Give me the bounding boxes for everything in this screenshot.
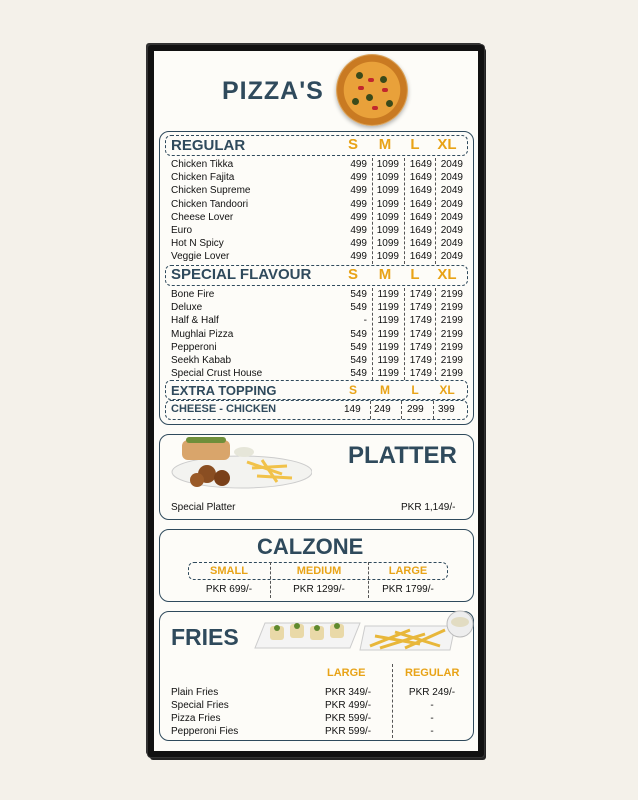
item-price: 1199 [377,328,399,340]
extra-size-m: M [380,383,390,397]
item-price: 1649 [409,211,432,223]
item-name: Euro [171,225,193,236]
item-price: 1649 [409,238,432,250]
fries-item-name: Plain Fries [171,687,219,698]
platter-price: PKR 1,149/- [401,502,456,513]
special-item-col-divider [372,288,373,380]
extra-heading: EXTRA TOPPING [171,383,277,398]
item-price: 1749 [409,328,432,340]
special-size-m: M [378,266,392,283]
item-price: 1199 [377,302,399,314]
regular-item-row [171,250,471,263]
item-price: 1649 [409,159,432,170]
regular-item-row [171,158,471,171]
item-price: 2199 [440,315,463,327]
regular-size-l: L [410,136,420,153]
item-price: 2199 [440,355,463,366]
item-price: 2049 [440,172,463,184]
item-price: 1749 [409,368,432,380]
regular-item-col-divider [435,158,436,264]
fries-regular-price: - [430,726,434,737]
regular-size-xl: XL [437,136,457,153]
platter-image [162,432,312,492]
calzone-col-divider [270,562,271,598]
special-item-row [171,301,471,314]
item-price: 1099 [376,198,399,210]
item-price: 1099 [376,211,399,223]
item-price: 1749 [409,289,432,300]
fries-large-price: PKR 599/- [325,726,372,737]
item-name: Special Crust House [171,368,263,380]
special-item-row [171,328,471,341]
special-item-row [171,314,471,327]
item-price: 1649 [409,185,432,197]
extra-col-divider [401,401,402,419]
item-name: Seekh Kabab [171,355,232,366]
calzone-title: CALZONE [257,534,364,559]
fries-col-regular: REGULAR [405,667,460,679]
fries-item-name: Special Fries [171,700,229,711]
item-price: 549 [350,368,367,380]
regular-item-row [171,237,471,250]
item-price: 1199 [377,355,399,366]
calzone-price: PKR 699/- [205,584,253,595]
item-price: 2049 [440,251,463,263]
fries-title: FRIES [171,624,239,650]
item-price: 1099 [376,238,399,250]
item-price: 549 [350,302,367,314]
extra-col-divider [433,401,434,419]
extra-size-s: S [348,383,357,397]
item-name: Mughlai Pizza [171,328,234,340]
special-size-l: L [410,266,420,283]
calzone-price: PKR 1299/- [293,584,345,595]
fries-regular-price: - [430,700,434,711]
item-name: Hot N Spicy [171,238,224,250]
fries-large-price: PKR 599/- [325,713,372,724]
regular-item-col-divider [404,158,405,264]
special-item-row [171,341,471,354]
special-item-row [171,288,471,301]
item-name: Pepperoni [171,341,217,353]
item-price: 549 [350,328,367,340]
item-price: 2049 [440,185,463,197]
item-price: 2049 [440,198,463,210]
extra-col-divider [370,401,371,419]
item-price: 499 [350,251,367,263]
item-price: 549 [350,355,367,366]
item-price: 1749 [409,302,432,314]
regular-item-row [171,211,471,224]
item-price: 1649 [409,198,432,210]
item-price: 1649 [409,172,432,184]
item-price: 499 [350,198,367,210]
calzone-size-small: SMALL [210,565,248,577]
item-name: Deluxe [171,302,203,314]
special-size-xl: XL [437,266,457,283]
fries-regular-price: PKR 249/- [408,687,456,698]
item-name: Chicken Fajita [171,172,235,184]
item-price: 1649 [409,225,432,236]
platter-item-name: Special Platter [171,502,236,513]
item-price: 2049 [440,225,463,236]
item-price: 2049 [440,159,463,170]
pizza-image [336,54,408,126]
pizza-title: PIZZA'S [222,77,324,105]
item-name: Chicken Supreme [171,185,251,197]
item-price: 1749 [409,315,432,327]
item-price: 499 [350,225,367,236]
regular-item-row [171,171,471,184]
item-price: 499 [350,159,367,170]
fries-large-price: PKR 499/- [325,700,372,711]
item-price: 2199 [440,302,463,314]
regular-item-row [171,224,471,237]
extra-price: 149 [344,404,361,415]
item-price: 1649 [409,251,432,263]
item-name: Veggie Lover [171,251,230,263]
item-price: 1199 [377,315,399,327]
item-price: 499 [350,172,367,184]
fries-large-price: PKR 349/- [325,687,372,698]
item-name: Bone Fire [171,289,215,300]
item-price: 1099 [376,172,399,184]
calzone-col-divider [368,562,369,598]
regular-item-row [171,198,471,211]
item-price: 499 [350,238,367,250]
item-price: 1749 [409,355,432,366]
fries-item-name: Pizza Fries [171,713,221,724]
fries-image [250,608,480,658]
item-price: 549 [350,289,367,300]
item-price: 2199 [440,289,463,300]
item-price: 499 [350,211,367,223]
item-price: 1199 [377,341,399,353]
special-item-col-divider [404,288,405,380]
item-price: 2049 [440,238,463,250]
special-heading: SPECIAL FLAVOUR [171,266,312,283]
fries-item-name: Pepperoni Fies [171,726,239,737]
fries-regular-price: - [430,713,434,724]
fries-col-large: LARGE [327,667,366,679]
regular-item-col-divider [372,158,373,264]
item-price: 1099 [376,159,399,170]
regular-heading: REGULAR [171,137,246,154]
item-name: Chicken Tandoori [171,198,249,210]
item-price: 2199 [440,341,463,353]
item-price: 1099 [376,225,399,236]
fries-divider [392,664,393,738]
item-price: - [363,315,367,327]
item-price: 1749 [409,341,432,353]
extra-size-xl: XL [439,383,455,397]
regular-size-s: S [347,136,358,153]
item-price: 1199 [377,368,399,380]
extra-size-l: L [411,383,419,397]
regular-item-row [171,184,471,197]
calzone-size-large: LARGE [388,565,428,577]
extra-price: 399 [438,404,455,415]
special-item-row [171,354,471,367]
extra-price: 299 [407,404,424,415]
special-item-col-divider [435,288,436,380]
item-name: Half & Half [171,315,219,327]
calzone-price: PKR 1799/- [382,584,434,595]
item-name: Chicken Tikka [171,159,234,170]
special-item-row [171,367,471,380]
item-price: 1099 [376,251,399,263]
extra-item-name: CHEESE - CHICKEN [171,403,277,415]
item-name: Cheese Lover [171,211,234,223]
extra-price: 249 [374,404,391,415]
item-price: 2049 [440,211,463,223]
item-price: 1199 [377,289,399,300]
item-price: 2199 [440,368,463,380]
platter-title: PLATTER [348,442,457,469]
regular-size-m: M [378,136,392,153]
item-price: 2199 [440,328,463,340]
item-price: 1099 [376,185,399,197]
item-price: 549 [350,341,367,353]
item-price: 499 [350,185,367,197]
calzone-size-medium: MEDIUM [296,565,342,577]
special-size-s: S [347,266,358,283]
